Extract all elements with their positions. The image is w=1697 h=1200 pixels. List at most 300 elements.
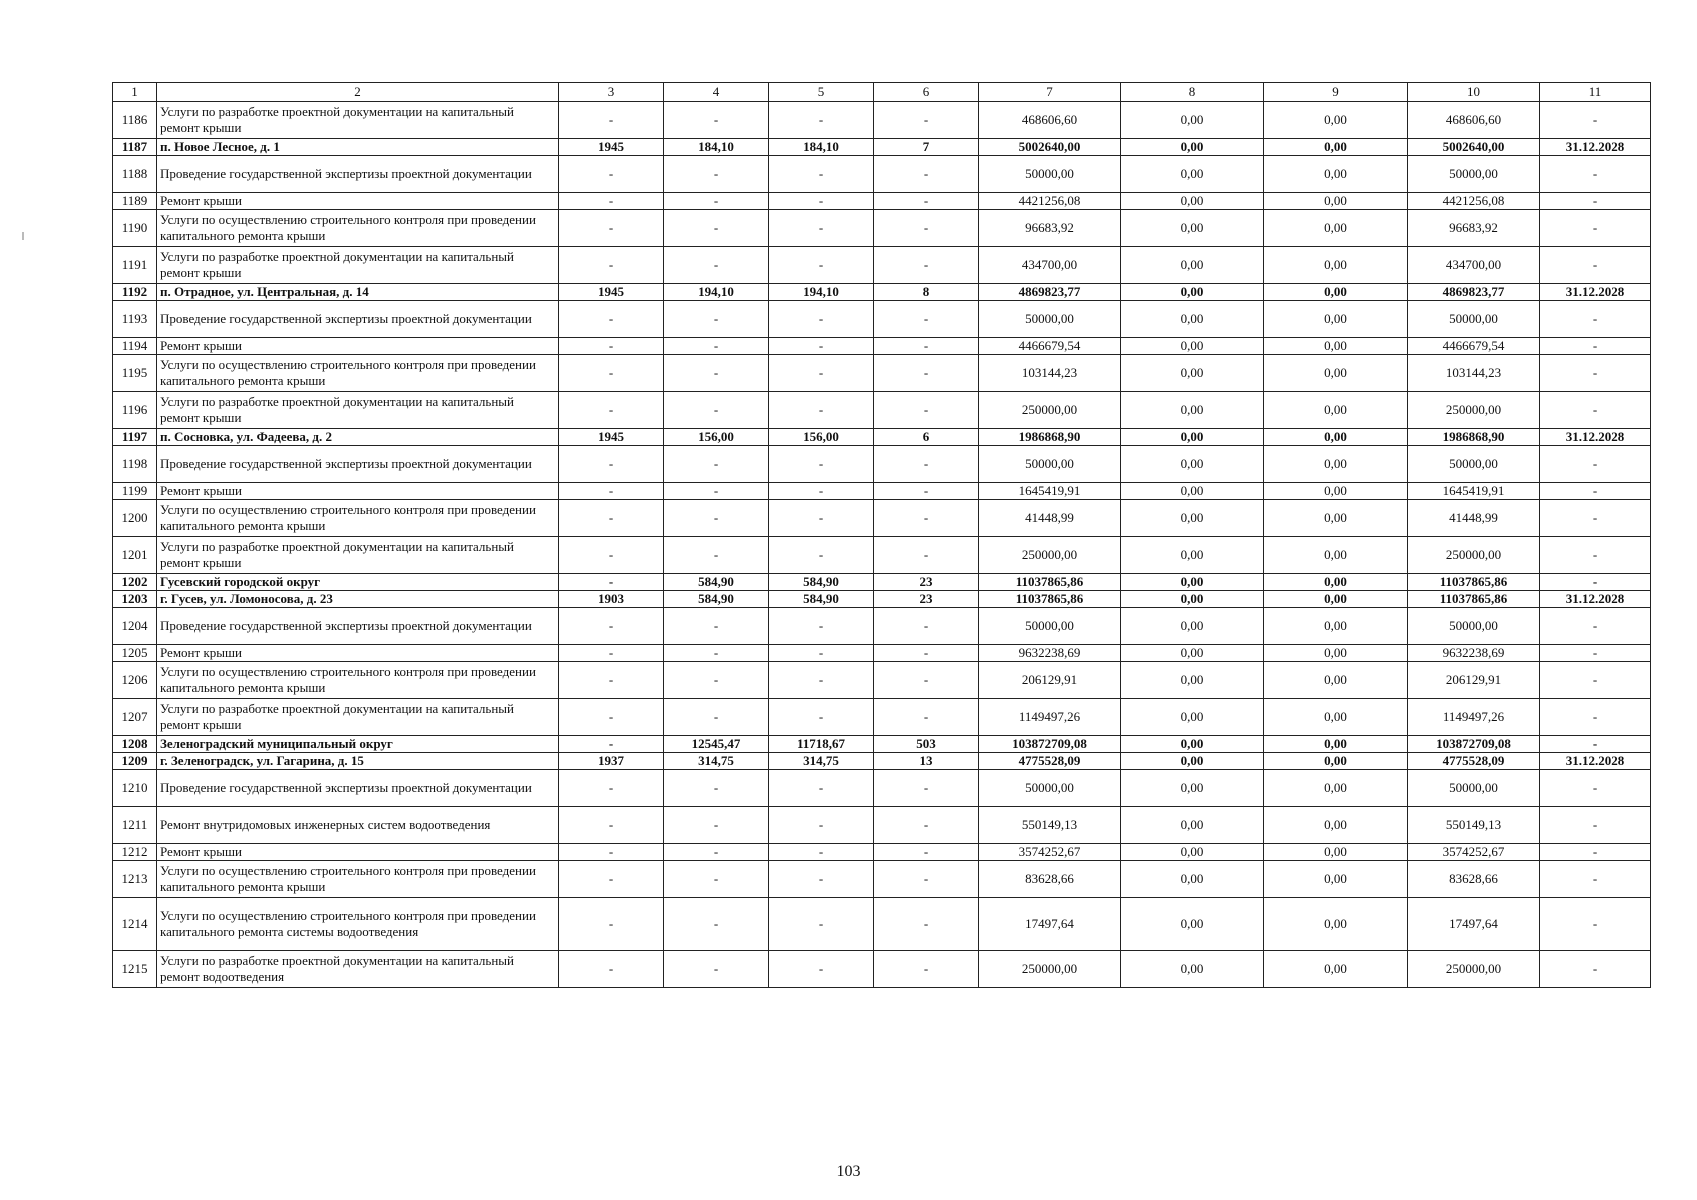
column-header: 8: [1121, 83, 1264, 102]
residents-count-cell: -: [874, 645, 979, 662]
table-row: [113, 301, 1651, 338]
residential-area-cell: -: [769, 355, 874, 392]
total-cost-cell: 103144,23: [979, 355, 1121, 392]
deadline-cell: -: [1540, 156, 1651, 193]
work-description-cell: Ремонт крыши: [157, 844, 559, 861]
column-8-cost-cell: 0,00: [1121, 699, 1264, 736]
residential-area-cell: 156,00: [769, 429, 874, 446]
column-9-cost-cell: 0,00: [1264, 392, 1408, 429]
deadline-cell: -: [1540, 662, 1651, 699]
deadline-cell: -: [1540, 807, 1651, 844]
table-row: [113, 574, 1651, 591]
deadline-cell: -: [1540, 574, 1651, 591]
residents-count-cell: -: [874, 662, 979, 699]
row-number-cell: 1209: [113, 753, 157, 770]
document-page: [112, 82, 1650, 988]
work-description-cell: Услуги по разработке проектной документации на капитальный ремонт крыши: [157, 392, 559, 429]
table-row: [113, 193, 1651, 210]
row-number-cell: 1190: [113, 210, 157, 247]
row-number-cell: 1208: [113, 736, 157, 753]
table-row: [113, 446, 1651, 483]
residents-count-cell: -: [874, 608, 979, 645]
column-9-cost-cell: 0,00: [1264, 574, 1408, 591]
year-cell: -: [559, 770, 664, 807]
total-cost-cell: 250000,00: [979, 537, 1121, 574]
table-row: [113, 156, 1651, 193]
work-description-cell: г. Зеленоградск, ул. Гагарина, д. 15: [157, 753, 559, 770]
table-row: [113, 284, 1651, 301]
year-cell: -: [559, 898, 664, 951]
deadline-cell: -: [1540, 537, 1651, 574]
row-number-cell: 1206: [113, 662, 157, 699]
row-number-cell: 1186: [113, 102, 157, 139]
total-area-cell: 12545,47: [664, 736, 769, 753]
residential-area-cell: -: [769, 247, 874, 284]
total-cost-cell: 83628,66: [979, 861, 1121, 898]
column-8-cost-cell: 0,00: [1121, 338, 1264, 355]
year-cell: -: [559, 574, 664, 591]
residents-count-cell: -: [874, 537, 979, 574]
residents-count-cell: 8: [874, 284, 979, 301]
column-9-cost-cell: 0,00: [1264, 951, 1408, 988]
residents-count-cell: -: [874, 210, 979, 247]
residents-count-cell: 23: [874, 591, 979, 608]
table-row: [113, 898, 1651, 951]
deadline-cell: -: [1540, 861, 1651, 898]
row-number-cell: 1204: [113, 608, 157, 645]
year-cell: 1903: [559, 591, 664, 608]
work-description-cell: Гусевский городской округ: [157, 574, 559, 591]
column-8-cost-cell: 0,00: [1121, 861, 1264, 898]
column-header: 1: [113, 83, 157, 102]
year-cell: -: [559, 844, 664, 861]
column-9-cost-cell: 0,00: [1264, 210, 1408, 247]
row-number-cell: 1210: [113, 770, 157, 807]
deadline-cell: 31.12.2028: [1540, 139, 1651, 156]
deadline-cell: -: [1540, 500, 1651, 537]
table-row: [113, 861, 1651, 898]
deadline-cell: -: [1540, 355, 1651, 392]
scan-artifact: [22, 232, 24, 240]
total-cost-cell: 4421256,08: [979, 193, 1121, 210]
residential-area-cell: -: [769, 500, 874, 537]
residents-count-cell: -: [874, 338, 979, 355]
total-area-cell: -: [664, 392, 769, 429]
fund-cost-cell: 83628,66: [1408, 861, 1540, 898]
total-area-cell: 184,10: [664, 139, 769, 156]
row-number-cell: 1215: [113, 951, 157, 988]
column-9-cost-cell: 0,00: [1264, 898, 1408, 951]
total-cost-cell: 206129,91: [979, 662, 1121, 699]
residents-count-cell: -: [874, 301, 979, 338]
table-row: [113, 537, 1651, 574]
column-header: 2: [157, 83, 559, 102]
column-9-cost-cell: 0,00: [1264, 355, 1408, 392]
year-cell: -: [559, 247, 664, 284]
residential-area-cell: -: [769, 392, 874, 429]
total-cost-cell: 1986868,90: [979, 429, 1121, 446]
column-9-cost-cell: 0,00: [1264, 500, 1408, 537]
residential-area-cell: -: [769, 301, 874, 338]
work-description-cell: Проведение государственной экспертизы проектной документации: [157, 301, 559, 338]
work-description-cell: Ремонт внутридомовых инженерных систем водоотведения: [157, 807, 559, 844]
fund-cost-cell: 9632238,69: [1408, 645, 1540, 662]
deadline-cell: -: [1540, 193, 1651, 210]
total-area-cell: -: [664, 102, 769, 139]
deadline-cell: -: [1540, 645, 1651, 662]
total-cost-cell: 1645419,91: [979, 483, 1121, 500]
total-area-cell: 314,75: [664, 753, 769, 770]
fund-cost-cell: 1645419,91: [1408, 483, 1540, 500]
residential-area-cell: -: [769, 898, 874, 951]
table-row: [113, 770, 1651, 807]
work-description-cell: Услуги по разработке проектной документации на капитальный ремонт крыши: [157, 699, 559, 736]
column-header: 5: [769, 83, 874, 102]
fund-cost-cell: 41448,99: [1408, 500, 1540, 537]
fund-cost-cell: 11037865,86: [1408, 591, 1540, 608]
year-cell: -: [559, 861, 664, 898]
total-area-cell: -: [664, 355, 769, 392]
column-header: 6: [874, 83, 979, 102]
total-cost-cell: 1149497,26: [979, 699, 1121, 736]
residential-area-cell: 194,10: [769, 284, 874, 301]
row-number-cell: 1213: [113, 861, 157, 898]
column-8-cost-cell: 0,00: [1121, 446, 1264, 483]
total-cost-cell: 50000,00: [979, 446, 1121, 483]
column-8-cost-cell: 0,00: [1121, 284, 1264, 301]
residents-count-cell: -: [874, 156, 979, 193]
residents-count-cell: 7: [874, 139, 979, 156]
row-number-cell: 1203: [113, 591, 157, 608]
total-area-cell: 584,90: [664, 591, 769, 608]
column-8-cost-cell: 0,00: [1121, 591, 1264, 608]
column-8-cost-cell: 0,00: [1121, 753, 1264, 770]
total-area-cell: -: [664, 301, 769, 338]
fund-cost-cell: 206129,91: [1408, 662, 1540, 699]
fund-cost-cell: 1986868,90: [1408, 429, 1540, 446]
residential-area-cell: -: [769, 537, 874, 574]
deadline-cell: -: [1540, 338, 1651, 355]
total-area-cell: -: [664, 662, 769, 699]
work-description-cell: Проведение государственной экспертизы проектной документации: [157, 770, 559, 807]
column-8-cost-cell: 0,00: [1121, 193, 1264, 210]
table-row: [113, 483, 1651, 500]
row-number-cell: 1199: [113, 483, 157, 500]
year-cell: -: [559, 355, 664, 392]
total-area-cell: -: [664, 537, 769, 574]
column-9-cost-cell: 0,00: [1264, 537, 1408, 574]
table-row: [113, 645, 1651, 662]
row-number-cell: 1198: [113, 446, 157, 483]
column-8-cost-cell: 0,00: [1121, 574, 1264, 591]
table-row: [113, 139, 1651, 156]
column-8-cost-cell: 0,00: [1121, 898, 1264, 951]
fund-cost-cell: 96683,92: [1408, 210, 1540, 247]
residents-count-cell: -: [874, 483, 979, 500]
residential-area-cell: -: [769, 807, 874, 844]
total-area-cell: -: [664, 446, 769, 483]
column-8-cost-cell: 0,00: [1121, 102, 1264, 139]
row-number-cell: 1207: [113, 699, 157, 736]
column-header: 3: [559, 83, 664, 102]
residents-count-cell: -: [874, 770, 979, 807]
total-area-cell: -: [664, 861, 769, 898]
page-number: 103: [836, 1163, 861, 1180]
column-9-cost-cell: 0,00: [1264, 736, 1408, 753]
total-area-cell: 584,90: [664, 574, 769, 591]
total-cost-cell: 11037865,86: [979, 574, 1121, 591]
column-9-cost-cell: 0,00: [1264, 301, 1408, 338]
work-description-cell: Зеленоградский муниципальный округ: [157, 736, 559, 753]
row-number-cell: 1188: [113, 156, 157, 193]
deadline-cell: -: [1540, 844, 1651, 861]
fund-cost-cell: 250000,00: [1408, 537, 1540, 574]
fund-cost-cell: 434700,00: [1408, 247, 1540, 284]
column-header: 10: [1408, 83, 1540, 102]
table-row: [113, 662, 1651, 699]
work-description-cell: Проведение государственной экспертизы проектной документации: [157, 608, 559, 645]
residents-count-cell: -: [874, 807, 979, 844]
row-number-cell: 1195: [113, 355, 157, 392]
total-area-cell: -: [664, 156, 769, 193]
deadline-cell: -: [1540, 699, 1651, 736]
total-area-cell: -: [664, 807, 769, 844]
column-9-cost-cell: 0,00: [1264, 608, 1408, 645]
work-description-cell: Услуги по разработке проектной документации на капитальный ремонт крыши: [157, 102, 559, 139]
deadline-cell: -: [1540, 898, 1651, 951]
column-9-cost-cell: 0,00: [1264, 139, 1408, 156]
residential-area-cell: -: [769, 699, 874, 736]
fund-cost-cell: 468606,60: [1408, 102, 1540, 139]
total-area-cell: -: [664, 483, 769, 500]
residential-area-cell: -: [769, 608, 874, 645]
year-cell: -: [559, 102, 664, 139]
residents-count-cell: -: [874, 861, 979, 898]
total-cost-cell: 103872709,08: [979, 736, 1121, 753]
residential-area-cell: -: [769, 210, 874, 247]
total-area-cell: -: [664, 500, 769, 537]
column-9-cost-cell: 0,00: [1264, 193, 1408, 210]
row-number-cell: 1214: [113, 898, 157, 951]
residents-count-cell: -: [874, 500, 979, 537]
fund-cost-cell: 4466679,54: [1408, 338, 1540, 355]
column-9-cost-cell: 0,00: [1264, 807, 1408, 844]
work-description-cell: п. Сосновка, ул. Фадеева, д. 2: [157, 429, 559, 446]
column-8-cost-cell: 0,00: [1121, 355, 1264, 392]
table-row: [113, 699, 1651, 736]
residents-count-cell: -: [874, 951, 979, 988]
residents-count-cell: -: [874, 898, 979, 951]
work-description-cell: Услуги по осуществлению строительного контроля при проведении капитального ремонта крыши: [157, 355, 559, 392]
deadline-cell: 31.12.2028: [1540, 429, 1651, 446]
fund-cost-cell: 4869823,77: [1408, 284, 1540, 301]
total-area-cell: -: [664, 210, 769, 247]
column-9-cost-cell: 0,00: [1264, 338, 1408, 355]
residents-count-cell: -: [874, 355, 979, 392]
work-description-cell: п. Новое Лесное, д. 1: [157, 139, 559, 156]
row-number-cell: 1205: [113, 645, 157, 662]
year-cell: 1945: [559, 429, 664, 446]
row-number-cell: 1194: [113, 338, 157, 355]
table-row: [113, 210, 1651, 247]
fund-cost-cell: 4421256,08: [1408, 193, 1540, 210]
deadline-cell: -: [1540, 446, 1651, 483]
residential-area-cell: 584,90: [769, 574, 874, 591]
fund-cost-cell: 50000,00: [1408, 770, 1540, 807]
total-cost-cell: 4775528,09: [979, 753, 1121, 770]
fund-cost-cell: 11037865,86: [1408, 574, 1540, 591]
column-8-cost-cell: 0,00: [1121, 645, 1264, 662]
work-description-cell: Услуги по осуществлению строительного контроля при проведении капитального ремонта крыши: [157, 662, 559, 699]
year-cell: -: [559, 156, 664, 193]
residential-area-cell: -: [769, 446, 874, 483]
work-description-cell: Ремонт крыши: [157, 338, 559, 355]
column-9-cost-cell: 0,00: [1264, 770, 1408, 807]
column-8-cost-cell: 0,00: [1121, 392, 1264, 429]
total-area-cell: -: [664, 844, 769, 861]
fund-cost-cell: 550149,13: [1408, 807, 1540, 844]
work-description-cell: Проведение государственной экспертизы проектной документации: [157, 156, 559, 193]
residential-area-cell: -: [769, 662, 874, 699]
year-cell: -: [559, 699, 664, 736]
residential-area-cell: -: [769, 193, 874, 210]
work-description-cell: Услуги по разработке проектной документации на капитальный ремонт водоотведения: [157, 951, 559, 988]
table-row: [113, 591, 1651, 608]
column-header: 9: [1264, 83, 1408, 102]
total-cost-cell: 5002640,00: [979, 139, 1121, 156]
row-number-cell: 1196: [113, 392, 157, 429]
column-9-cost-cell: 0,00: [1264, 591, 1408, 608]
total-area-cell: -: [664, 898, 769, 951]
table-body: [113, 102, 1651, 988]
table-row: [113, 429, 1651, 446]
residential-area-cell: 184,10: [769, 139, 874, 156]
deadline-cell: -: [1540, 210, 1651, 247]
work-description-cell: Услуги по разработке проектной документации на капитальный ремонт крыши: [157, 247, 559, 284]
column-header: 7: [979, 83, 1121, 102]
deadline-cell: -: [1540, 736, 1651, 753]
total-cost-cell: 50000,00: [979, 156, 1121, 193]
residential-area-cell: 314,75: [769, 753, 874, 770]
year-cell: -: [559, 338, 664, 355]
year-cell: -: [559, 446, 664, 483]
row-number-cell: 1187: [113, 139, 157, 156]
total-cost-cell: 3574252,67: [979, 844, 1121, 861]
work-description-cell: Услуги по разработке проектной документации на капитальный ремонт крыши: [157, 537, 559, 574]
table-row: [113, 807, 1651, 844]
total-area-cell: -: [664, 770, 769, 807]
column-8-cost-cell: 0,00: [1121, 537, 1264, 574]
residents-count-cell: 23: [874, 574, 979, 591]
deadline-cell: -: [1540, 247, 1651, 284]
residents-count-cell: -: [874, 392, 979, 429]
year-cell: -: [559, 537, 664, 574]
column-9-cost-cell: 0,00: [1264, 284, 1408, 301]
year-cell: -: [559, 193, 664, 210]
column-9-cost-cell: 0,00: [1264, 429, 1408, 446]
table-row: [113, 392, 1651, 429]
year-cell: 1937: [559, 753, 664, 770]
total-cost-cell: 50000,00: [979, 608, 1121, 645]
residents-count-cell: -: [874, 844, 979, 861]
fund-cost-cell: 250000,00: [1408, 951, 1540, 988]
column-8-cost-cell: 0,00: [1121, 844, 1264, 861]
column-8-cost-cell: 0,00: [1121, 736, 1264, 753]
deadline-cell: -: [1540, 392, 1651, 429]
table-row: [113, 736, 1651, 753]
table-row: [113, 500, 1651, 537]
residents-count-cell: 503: [874, 736, 979, 753]
column-8-cost-cell: 0,00: [1121, 662, 1264, 699]
work-description-cell: Ремонт крыши: [157, 193, 559, 210]
total-cost-cell: 50000,00: [979, 301, 1121, 338]
column-9-cost-cell: 0,00: [1264, 662, 1408, 699]
fund-cost-cell: 3574252,67: [1408, 844, 1540, 861]
year-cell: -: [559, 736, 664, 753]
deadline-cell: -: [1540, 608, 1651, 645]
table-row: [113, 753, 1651, 770]
residential-area-cell: -: [769, 951, 874, 988]
fund-cost-cell: 50000,00: [1408, 301, 1540, 338]
column-8-cost-cell: 0,00: [1121, 951, 1264, 988]
column-9-cost-cell: 0,00: [1264, 102, 1408, 139]
fund-cost-cell: 5002640,00: [1408, 139, 1540, 156]
total-cost-cell: 250000,00: [979, 392, 1121, 429]
total-area-cell: 156,00: [664, 429, 769, 446]
table-row: [113, 951, 1651, 988]
column-8-cost-cell: 0,00: [1121, 483, 1264, 500]
column-8-cost-cell: 0,00: [1121, 429, 1264, 446]
year-cell: 1945: [559, 139, 664, 156]
row-number-cell: 1191: [113, 247, 157, 284]
work-description-cell: Услуги по осуществлению строительного контроля при проведении капитального ремонта крыши: [157, 500, 559, 537]
table-row: [113, 608, 1651, 645]
residents-count-cell: 13: [874, 753, 979, 770]
year-cell: -: [559, 608, 664, 645]
row-number-cell: 1201: [113, 537, 157, 574]
fund-cost-cell: 1149497,26: [1408, 699, 1540, 736]
row-number-cell: 1192: [113, 284, 157, 301]
total-cost-cell: 96683,92: [979, 210, 1121, 247]
column-9-cost-cell: 0,00: [1264, 645, 1408, 662]
year-cell: -: [559, 951, 664, 988]
residents-count-cell: -: [874, 193, 979, 210]
total-cost-cell: 550149,13: [979, 807, 1121, 844]
table-row: [113, 247, 1651, 284]
fund-cost-cell: 103872709,08: [1408, 736, 1540, 753]
residential-area-cell: -: [769, 770, 874, 807]
residents-count-cell: -: [874, 247, 979, 284]
column-9-cost-cell: 0,00: [1264, 483, 1408, 500]
column-8-cost-cell: 0,00: [1121, 608, 1264, 645]
column-9-cost-cell: 0,00: [1264, 753, 1408, 770]
year-cell: -: [559, 500, 664, 537]
total-cost-cell: 4869823,77: [979, 284, 1121, 301]
header-row: [113, 83, 1651, 102]
year-cell: 1945: [559, 284, 664, 301]
deadline-cell: -: [1540, 301, 1651, 338]
column-8-cost-cell: 0,00: [1121, 139, 1264, 156]
residents-count-cell: -: [874, 699, 979, 736]
residents-count-cell: 6: [874, 429, 979, 446]
deadline-cell: 31.12.2028: [1540, 591, 1651, 608]
deadline-cell: 31.12.2028: [1540, 284, 1651, 301]
deadline-cell: -: [1540, 770, 1651, 807]
total-cost-cell: 11037865,86: [979, 591, 1121, 608]
deadline-cell: -: [1540, 483, 1651, 500]
year-cell: -: [559, 645, 664, 662]
total-cost-cell: 41448,99: [979, 500, 1121, 537]
